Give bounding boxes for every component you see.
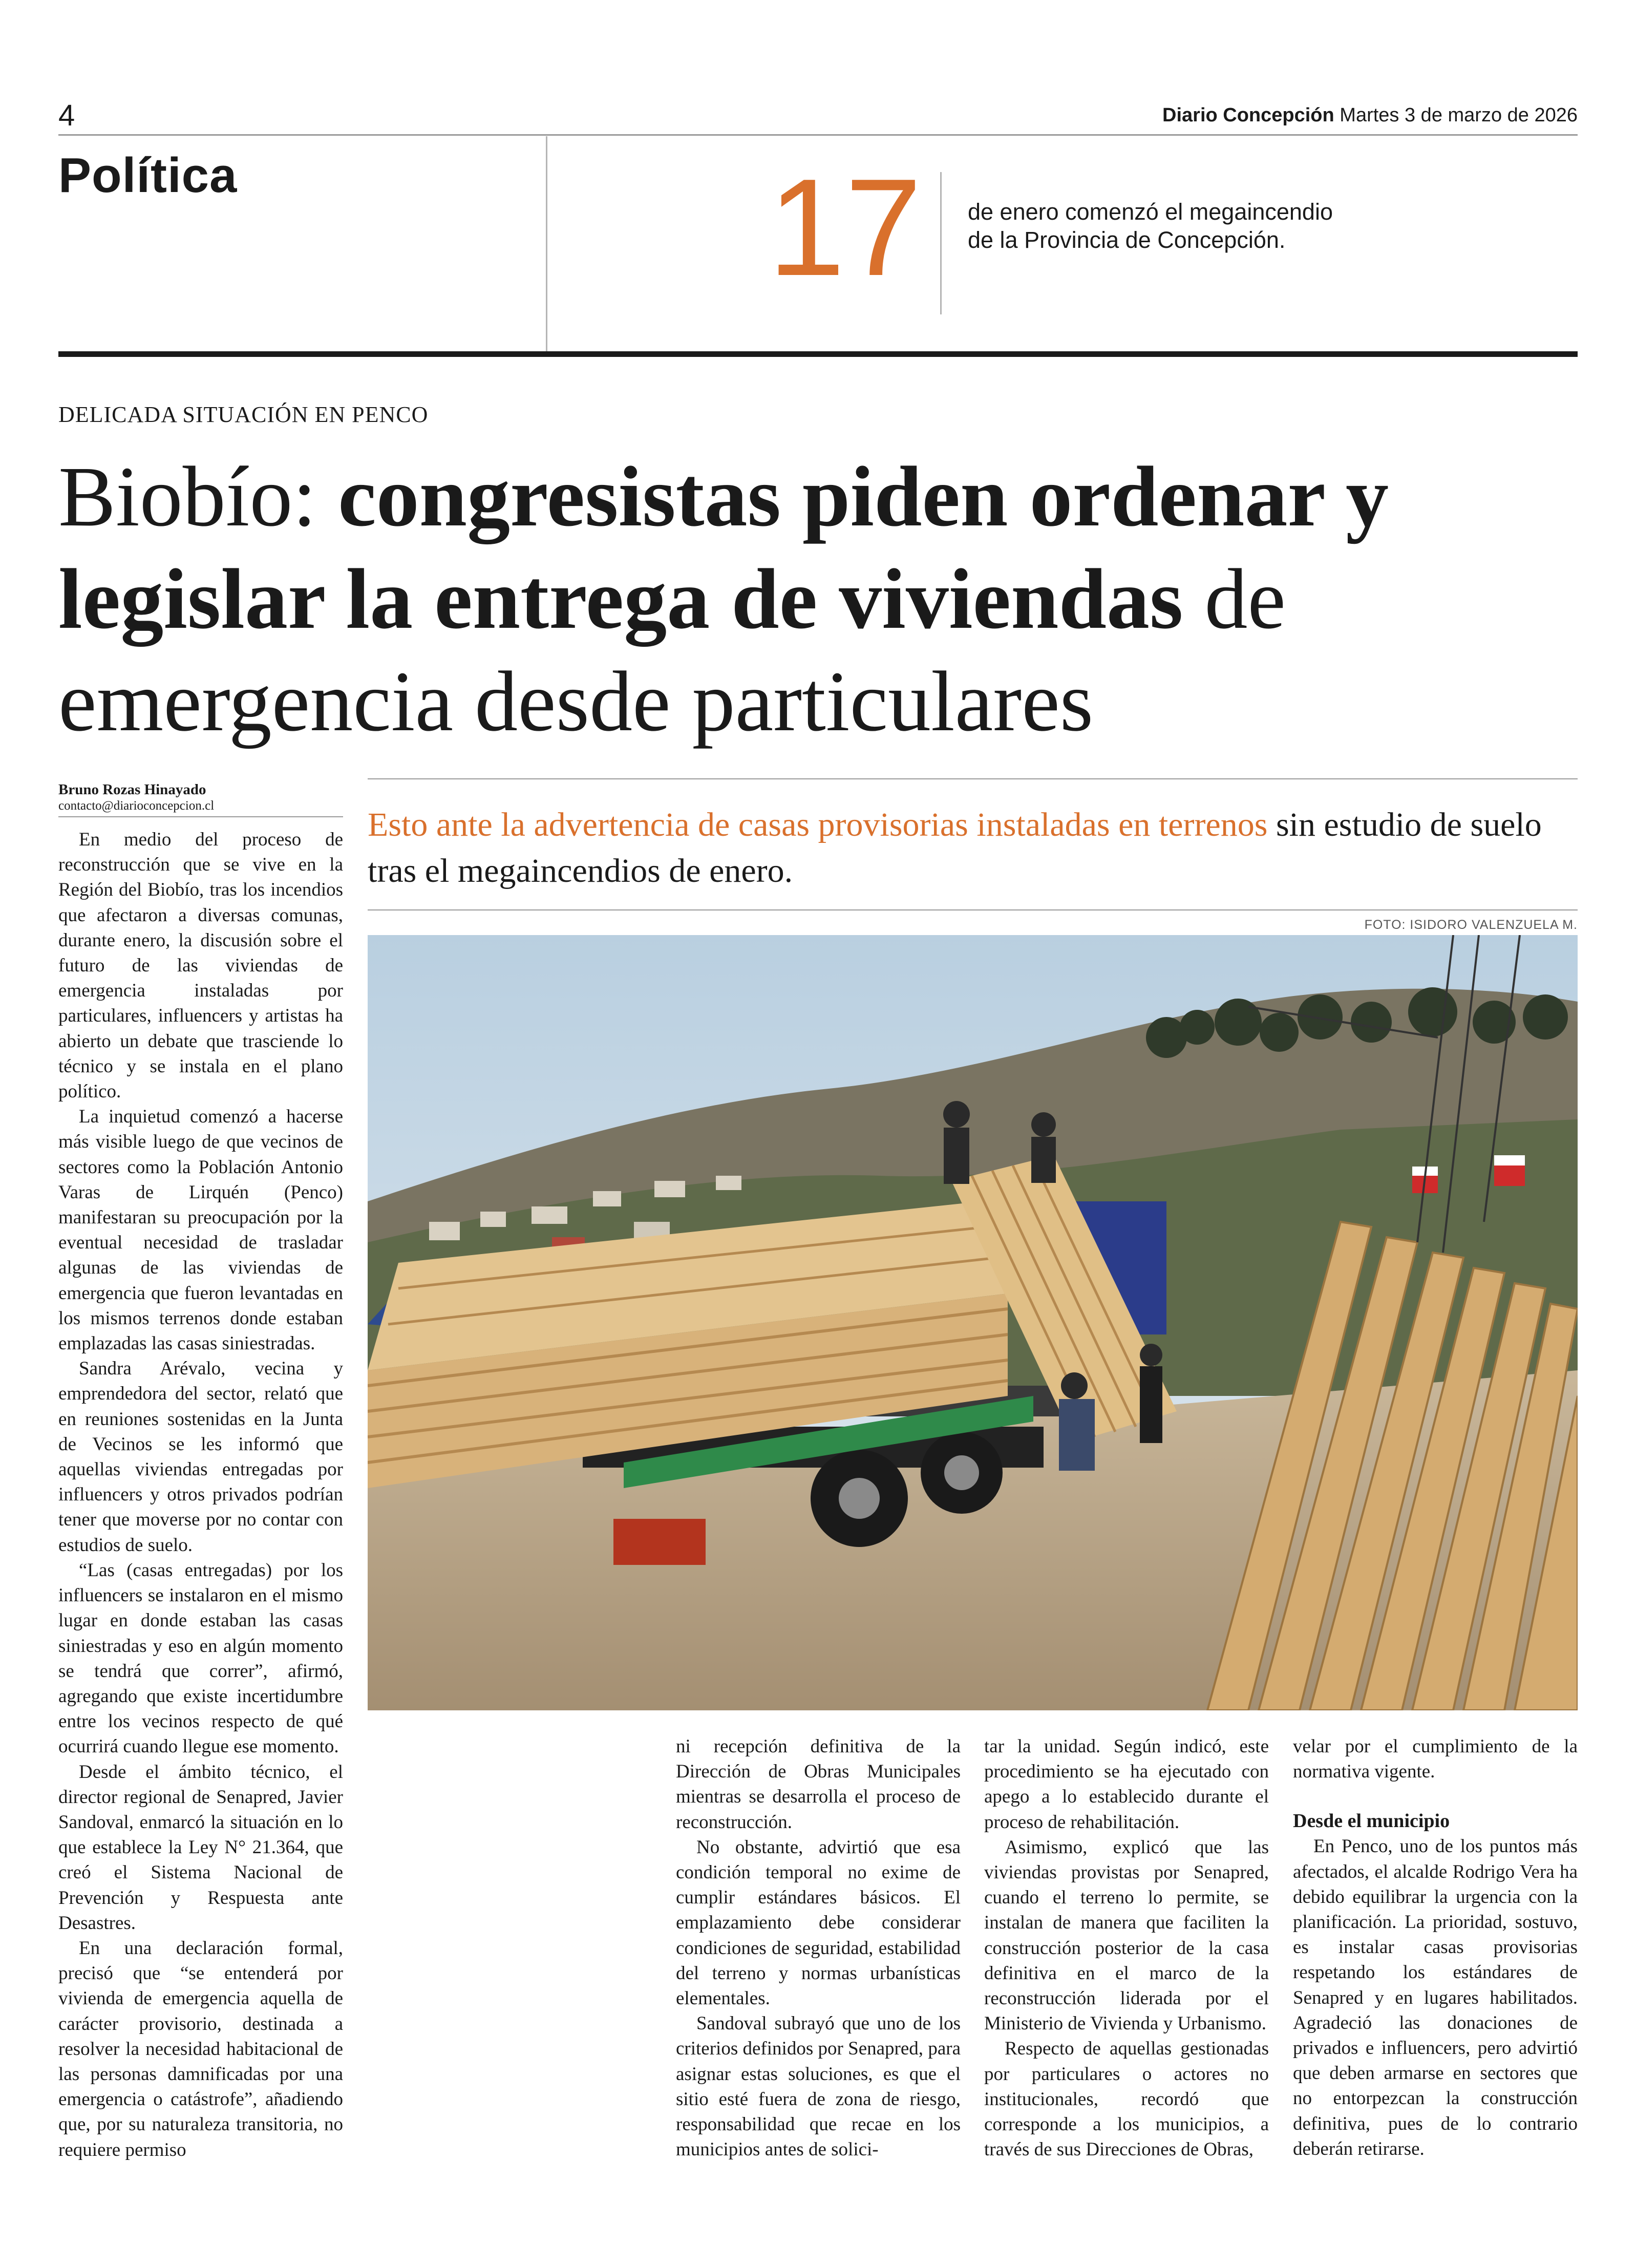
paragraph: La inquietud comenzó a hacerse más visible luego de que vecinos de sectores como la Población Antonio Varas de Lirquén (Penco) manifestaran su preocupación por la eventual necesidad de trasladar algunas de las viviendas de emergencia que fueron levantadas en los mismos terrenos donde estaban emplazadas las casas siniestradas. xyxy=(58,1106,343,1354)
thick-rule xyxy=(58,351,1578,357)
headline-tail: de emergencia desde particulares xyxy=(58,552,1286,749)
header-divider xyxy=(546,136,547,351)
paragraph: En una declaración formal, precisó que “se entenderá por vivienda de emergencia aquella de carácter provisorio, destinada a resolver la necesidad habitacional de las personas damnificadas por una emergencia o catástrofe”, añadiendo que, por su naturaleza transitoria, no requiere permiso xyxy=(58,1937,343,2160)
body-column-2 xyxy=(676,1734,961,2162)
masthead xyxy=(1162,104,1578,126)
deck-highlight: Esto ante la advertencia de casas provisorias instaladas en terrenos xyxy=(368,806,1268,843)
highlight-number: 17 xyxy=(768,151,922,305)
paragraph: tar la unidad. Según indicó, este procedimiento se ha ejecutado con apego a lo establecido durante el proceso de rehabilitación. xyxy=(984,1736,1269,1833)
section-title: Política xyxy=(58,148,238,203)
page-number: 4 xyxy=(58,99,75,132)
paragraph: Desde el ámbito técnico, el director regional de Senapred, Javier Sandoval, enmarcó la situación en lo que establece la Ley N° 21.364, que creó el Sistema Nacional de Prevención y Respuesta ante Desastres. xyxy=(58,1761,343,1934)
body-column-4 xyxy=(1293,1734,1578,2161)
highlight-caption: de enero comenzó el megaincendio de la Provincia de Concepción. xyxy=(968,199,1333,253)
paragraph: velar por el cumplimiento de la normativa vigente. xyxy=(1293,1736,1578,1783)
paragraph: ni recepción definitiva de la Dirección de Obras Municipales mientras se desarrolla el proceso de reconstrucción. xyxy=(676,1736,961,1833)
photo-credit: FOTO: ISIDORO VALENZUELA M. xyxy=(1364,918,1578,932)
paragraph: “Las (casas entregadas) por los influencers se instalaron en el mismo lugar en donde estaban las casas siniestradas y eso en algún momento se tendrá que correr”, afirmó, agregando que existe incertidumbre entre los vecinos respecto de qué ocurrirá cuando llegue ese momento. xyxy=(58,1559,343,1757)
headline-lead: Biobío: xyxy=(58,449,338,544)
deck-rule-bottom xyxy=(368,909,1578,910)
body-column-3 xyxy=(984,1734,1269,2162)
issue-date: Martes 3 de marzo de 2026 xyxy=(1340,104,1578,126)
publication-name: Diario Concepción xyxy=(1162,104,1334,126)
deck xyxy=(368,802,1586,894)
byline-rule xyxy=(58,816,343,817)
photo-illustration xyxy=(368,935,1578,1710)
header-rule xyxy=(58,134,1578,136)
paragraph: En medio del proceso de reconstrucción que se vive en la Región del Biobío, tras los incendios que afectaron a diversas comunas, durante enero, la discusión sobre el futuro de las viviendas de emergencia instaladas por particulares, influencers y artistas ha abierto un debate que trasciende lo técnico y se instala en el plano político. xyxy=(58,829,343,1103)
paragraph: Respecto de aquellas gestionadas por particulares o actores no institucionales, recordó que corresponde a los municipios, a través de sus Direcciones de Obras, xyxy=(984,2038,1269,2160)
subheading: Desde el municipio xyxy=(1293,1810,1450,1832)
paragraph: No obstante, advirtió que esa condición temporal no exime de cumplir estándares básicos. El emplazamiento debe considerar condiciones de seguridad, estabilidad del terreno y normas urbanísticas elementales. xyxy=(676,1836,961,2009)
kicker: DELICADA SITUACIÓN EN PENCO xyxy=(58,402,429,427)
deck-rule-top xyxy=(368,778,1578,779)
byline-email[interactable]: contacto@diarioconcepcion.cl xyxy=(58,799,215,813)
byline-author: Bruno Rozas Hinayado xyxy=(58,781,206,798)
deck-rest: sin estudio de suelo tras el megaincendios de enero. xyxy=(368,806,1542,889)
paragraph: En Penco, uno de los puntos más afectados, el alcalde Rodrigo Vera ha debido equilibrar la urgencia con la planificación. La prioridad, sostuvo, es instalar casas provisorias respetando los estándares de Senapred y en lugares habilitados. Agradeció las donaciones de privados e influencers, pero advirtió que deben armarse en sectores que no entorpezcan la construcción definitiva, pues de lo contrario deberán retirarse. xyxy=(1293,1836,1578,2159)
headline-bold: congresistas piden ordenar y legislar la entrega de viviendas xyxy=(58,449,1389,647)
paragraph: Asimismo, explicó que las viviendas provistas por Senapred, cuando el terreno lo permite, se instalan de manera que faciliten la construcción posterior de la casa definitiva en el marco de la reconstrucción liderada por el Ministerio de Vivienda y Urbanismo. xyxy=(984,1836,1269,2034)
paragraph: Sandra Arévalo, vecina y emprendedora del sector, relató que en reuniones sostenidas en la Junta de Vecinos se les informó que aquellas viviendas entregadas por influencers y otros privados podrían tener que moverse por no contar con estudios de suelo. xyxy=(58,1358,343,1556)
body-column-1 xyxy=(58,827,343,2163)
paragraph: Sandoval subrayó que uno de los criterios definidos por Senapred, para asignar estas soluciones, es que el sitio esté fuera de zona de riesgo, responsabilidad que recae en los municipios antes de solici- xyxy=(676,2013,961,2160)
bumper xyxy=(613,1519,706,1565)
article-photo xyxy=(368,935,1578,1710)
headline xyxy=(58,446,1589,753)
highlight-divider xyxy=(940,172,942,314)
